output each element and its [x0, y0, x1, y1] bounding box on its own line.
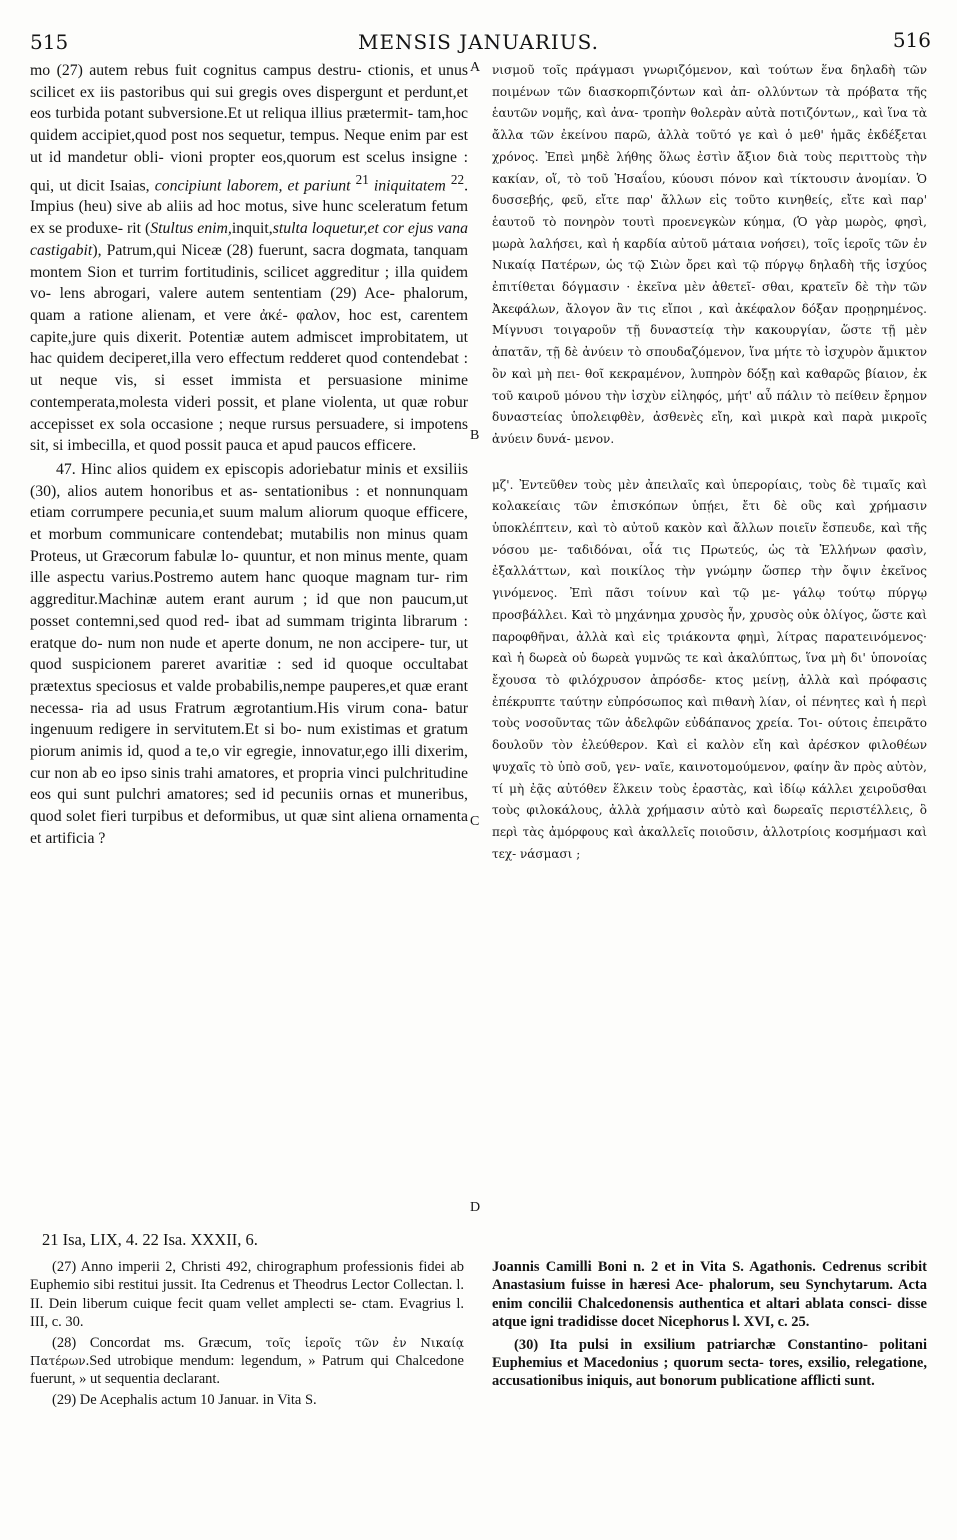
marker-d: D: [470, 1200, 481, 1215]
page: [30, 26, 931, 1408]
latin-quote: Stultus enim,: [150, 220, 232, 238]
latin-quote: concipiunt laborem, et pariunt: [154, 176, 351, 194]
greek-column: [492, 60, 927, 865]
latin-text: . Impius (heu) sive ab aliis ad hoc motus, sive hunc sceleratum fetum ex se produxe- rit (: [30, 176, 469, 238]
footnotes-left: [30, 1258, 464, 1411]
note-29: (29) De Acephalis actum 10 Januar. in Vita S.: [52, 1391, 317, 1408]
latin-text: mo (27) autem rebus fuit cognitus campus destru- ctionis, et unus scilicet ex iis pastoribus qui sui gregis oves dispergunt et perdunt,et eos turbida potant subversione.Et ut reliqua illius prætermit- tam,hoc quidem accipiet,quod post nos sequetur, tempus. Neque enim par est ut id mandetur obli- vioni propter eos,quorum est scelus insigne : qui, ut dicit Isaias,: [30, 62, 468, 194]
marker-a: A: [470, 60, 481, 75]
greek-paragraph-47: μζ'. Ἐντεῦθεν τοὺς μὲν ἀπειλαῖς καὶ ὑπερορίαις, τοὺς δὲ τιμαῖς καὶ κολακείαις τῶν ἐπισκόπων ὑπῄει, ἔτι δὲ οὓς καὶ χρήμασιν ὑποκλέπτειν, καὶ τὸ αὐτοῦ κακὸν καὶ ἄλλων ποιεῖν ἔσπευδε, καὶ τῆς νόσου με- ταδιδόναι, οἷά τις Πρωτεύς, ὡς τὰ Ἑλλήνων φασὶν, ἐξαλλάττων, καὶ ποικίλος τὴν γνώμην ὥσπερ τὴν ὄψιν ἐκεῖνος γινόμενος. Ἐπὶ πᾶσι τοίνυν καὶ τῷ με- γάλῳ τούτῳ πύργῳ προσβάλλει. Καὶ τὸ μηχάνημα χρυσὸς ἦν, χρυσὸς οὐκ ὀλίγος, ὥστε καὶ παροφθῆναι, ἀλλὰ καὶ εἰς τριάκοντα φημὶ, λίτρας παρατεινόμενος· καὶ ἡ δωρεὰ οὐ δωρεὰ γυμνῶς τε καὶ ἀκαλύπτως, ἵνα μὴ δι' ὑπονοίας ἔχουσα τὸ φιλόχρυσον ἀπρόσδε- κτος μείνῃ, ἀλλὰ καὶ πρόφασις ἐπέκρυπτε ταύτην εὐπρόσωπος καὶ πιθανὴ λίαν, οἱ πένητες καὶ ἡ περὶ τοὺς νοσοῦντας τῶν ἀδελφῶν εὐδάπανος χρεία. Τοι- ούτοις ἐπειρᾶτο δουλοῦν τὸν ἐλεύθερον. Καὶ εἰ καλὸν εἴη καὶ ἀρέσκον φιλοθέων ψυχαῖς τὸ ὑπὸ σοῦ, γεν- ναῖε, καινοτομούμενον, φαίην ἂν πρὸς αὐτὸν, τί μὴ ἐᾷς αὐτόθεν ἕλκειν τοὺς ἐραστὰς, καὶ ἰδίῳ κάλλει χειροῦσθαι τοὺς φιλοκάλους, ἀλλὰ χρήμασιν αὐτὸ καὶ δωρεαῖς περιστέλλεις, ὃ περὶ τὰς ἀμόρφους καὶ ἀκαλλεῖς ποιοῦσιν, ἀλλοτρίοις κοσμήμασι καὶ τεχ- νάσμασι ;: [492, 477, 927, 861]
note-30: (30) Ita pulsi in exsilium patriarchæ Constantino- politani Euphemius et Macedonius ; quorum secta- tores, exsilio, relegatione, accusationibus iniquis, aut bonorum publicatione afflicti sunt.: [492, 1336, 927, 1390]
note-28: [30, 1334, 464, 1389]
footnote-ref-21: 21: [355, 171, 369, 187]
greek-paragraph-1: νισμοῦ τοῖς πράγμασι γνωριζόμενον, καὶ τούτων ἕνα δηλαδὴ τῶν ποιμένων τῶν διασκορπιζόντων καὶ ἀπ- ολλύντων τὰ πρόβατα τῆς ἑαυτῶν νομῆς, καὶ ἀνα- τροπὴν θολερὰν αὐτὰ ποτιζόντων,, καὶ ἵνα τὰ ἄλλα τῶν ἐκείνου παρῶ, ἀλλὰ τοῦτό γε καὶ ὁ μεθ' ἡμᾶς ἐκδέξεται χρόνος. Ἐπεὶ μηδὲ λήθης ὅλως ἐστὶν ἄξιον διὰ τοὺς περιττοὺς τὴν κακίαν, οἵ, τὸ τοῦ Ἡσαΐου, κύουσι πόνον καὶ τίκτουσιν ἀνομίαν. Ὁ δυσσεβής, φεῦ, εἴτε παρ' ἄλλων εἰς τοῦτο κινηθείς, εἴτε καὶ παρ' ἑαυτοῦ τὸ πονηρὸν τουτὶ προενεγκὼν κύημα, (Ὁ γὰρ μωρὸς, φησὶ, μωρὰ λαλήσει, καὶ ἡ καρδία αὐτοῦ μάταια νοήσει), τοῖς ἱεροῖς τῶν ἐν Νικαίᾳ Πατέρων, ὡς τῷ Σιὼν ὄρει καὶ τῷ πύργῳ δηλαδὴ τῆς ἰσχύος ἐπιτίθεται δόγμασιν · ἐκεῖνα μὲν ἀθετεῖ- σθαι, κρατεῖν δὲ τὴν τῶν Ἀκεφάλων, ἄλογον ἂν τις εἴποι , καὶ ἀκέφαλον δόξαν προῃρημένος. Μίγνυσι τοιγαροῦν τῇ δυναστείᾳ τὴν κακουργίαν, ὥστε τῇ μὲν ἀπατᾶν, τῇ δὲ ἀνύειν τὸ σπουδαζόμενον, ἵνα μήτε τὸ ἰσχυρὸν ἄμικτον ὂν καὶ μὴ πει- θοῖ κεκραμένον, λυπηρὸν δόξῃ καὶ καθαρῶς βίαιον, ἐκ τοῦ καιροῦ μόνου τὴν ἰσχὺν εἰληφός, μήτ' αὖ πάλιν τὸ πείθειν ἔρημον δυναστείας ὑπολειφθὲν, ἀσθενὲς εἴη, καὶ μικρὰ καὶ παρὰ μικροῖς ἀνύειν δυνά- μενον.: [492, 63, 927, 446]
marker-c: C: [470, 814, 480, 829]
note-text: .Sed utrobique mendum: legendum, » Patrum qui Chalcedone fuerunt, » ut sequentia declarant.: [30, 1353, 464, 1388]
note-27: (27) Anno imperii 2, Christi 492, chirographum professionis fidei ab Euphemio sibi restitui jussit. Ita Cedrenus et Theodrus Lector Collectan. l. II. Dein liberum cuique fecit quam vellet amplecti se- ctam. Evagrius l. III, c. 30.: [30, 1259, 464, 1331]
page-number-left: 515: [30, 30, 69, 54]
latin-text: ), Patrum,qui Niceæ (28) fuerunt, sacra dogmata, tanquam montem Sion et turrim fortitudinis, scilicet aggreditur ; illa quidem vo- lens abrogari, valere autem sententiam (29) Ace- phalorum, quam a ratione alienam, et vere ἀκέ- φαλον, hoc est, carentem capite,jure quis dixerit. Potentiæ autem admiscet improbitatem, ut hac quidem deciperet,illa vero effectum redderet quod contendebat : ut neque vis, si esset immista et persuasione minime contemperata,molesta videri possit, et plane violenta, ut quæ robur accepisset ex sola occasione ; neque rursus persuadere, si impotens sit, si imbecilla, et quod possit pauca et apud paucos efficere.: [30, 241, 468, 455]
latin-text: inquit,: [231, 220, 273, 238]
footnote-ref-22: 22: [450, 171, 465, 187]
footnotes-right: [492, 1258, 927, 1395]
scripture-references: 21 Isa, LIX, 4. 22 Isa. XXXII, 6.: [42, 1230, 258, 1249]
running-header: [30, 26, 931, 60]
note-29-continued: Joannis Camilli Boni n. 2 et in Vita S. Agathonis. Cedrenus scribit Anastasium fuisse in hæresi Ace- phalorum, seu Synchytarum. Acta enim concilii Chalcedonensis authentica et altari ablata consci- disse atque igni tradidisse docet Nicephorus l. XVI, c. 25.: [492, 1259, 927, 1331]
latin-quote: iniquitatem: [373, 176, 446, 194]
running-title: MENSIS JANUARIUS.: [357, 30, 600, 54]
latin-column: [30, 60, 468, 850]
main-text: [30, 60, 927, 1220]
page-number-right: 516: [892, 28, 931, 52]
latin-paragraph-1: [30, 60, 468, 457]
latin-quote: stulta loquetur,et cor ejus vana castigabit: [30, 220, 468, 259]
note-text: (28) Concordat ms. Græcum,: [52, 1334, 252, 1351]
marker-b: B: [470, 428, 480, 443]
latin-paragraph-47: 47. Hinc alios quidem ex episcopis adoriebatur minis et exsiliis (30), alios autem honoribus et as- sentationibus : et nonnunquam etiam corrumpere pecunia,et suum malum aliorum quoque efficere, et morbum communicare contendebat; mutabilis non minus quam Proteus, ut Græcorum fabulæ lo- quuntur, et non minus mente, quam ille aspectu varius.Postremo autem hanc quoque magnam tur- rim aggreditur.Machinæ autem erant aurum ; id que non paucum,ut posset contemni,sed quod red- ibat ad summam triginta librarum : eratque do- num non nude et aperte donum, ne non accipere- tur, ut quod suspicionem pareret avaritiæ : sed id quoque occultabat prætextus speciosus et valde probabilis,nempe pauperes,et quæ erant necessa- ria ad usus Fratrum ægrotantium.His virum cona- batur ingenuum redigere in servitutem.Et si bo- num existimas et gratum piorum animis id, quod a te,o vir egregie, innovatur,ego illi dixerim, cur non ab eo ipso sinis trahi amatores, et propria vinci pulchritudine eos qui sunt pulchri amatores; sed id pecuniis ornas et muneribus, quod solet fieri turpibus et deformibus, ut quæ sint aliena ornamenta et artificia ?: [30, 460, 468, 847]
note-greek: τοῖς ἱεροῖς τῶν ἐν Νικαίᾳ Πατέρων: [30, 1335, 465, 1369]
